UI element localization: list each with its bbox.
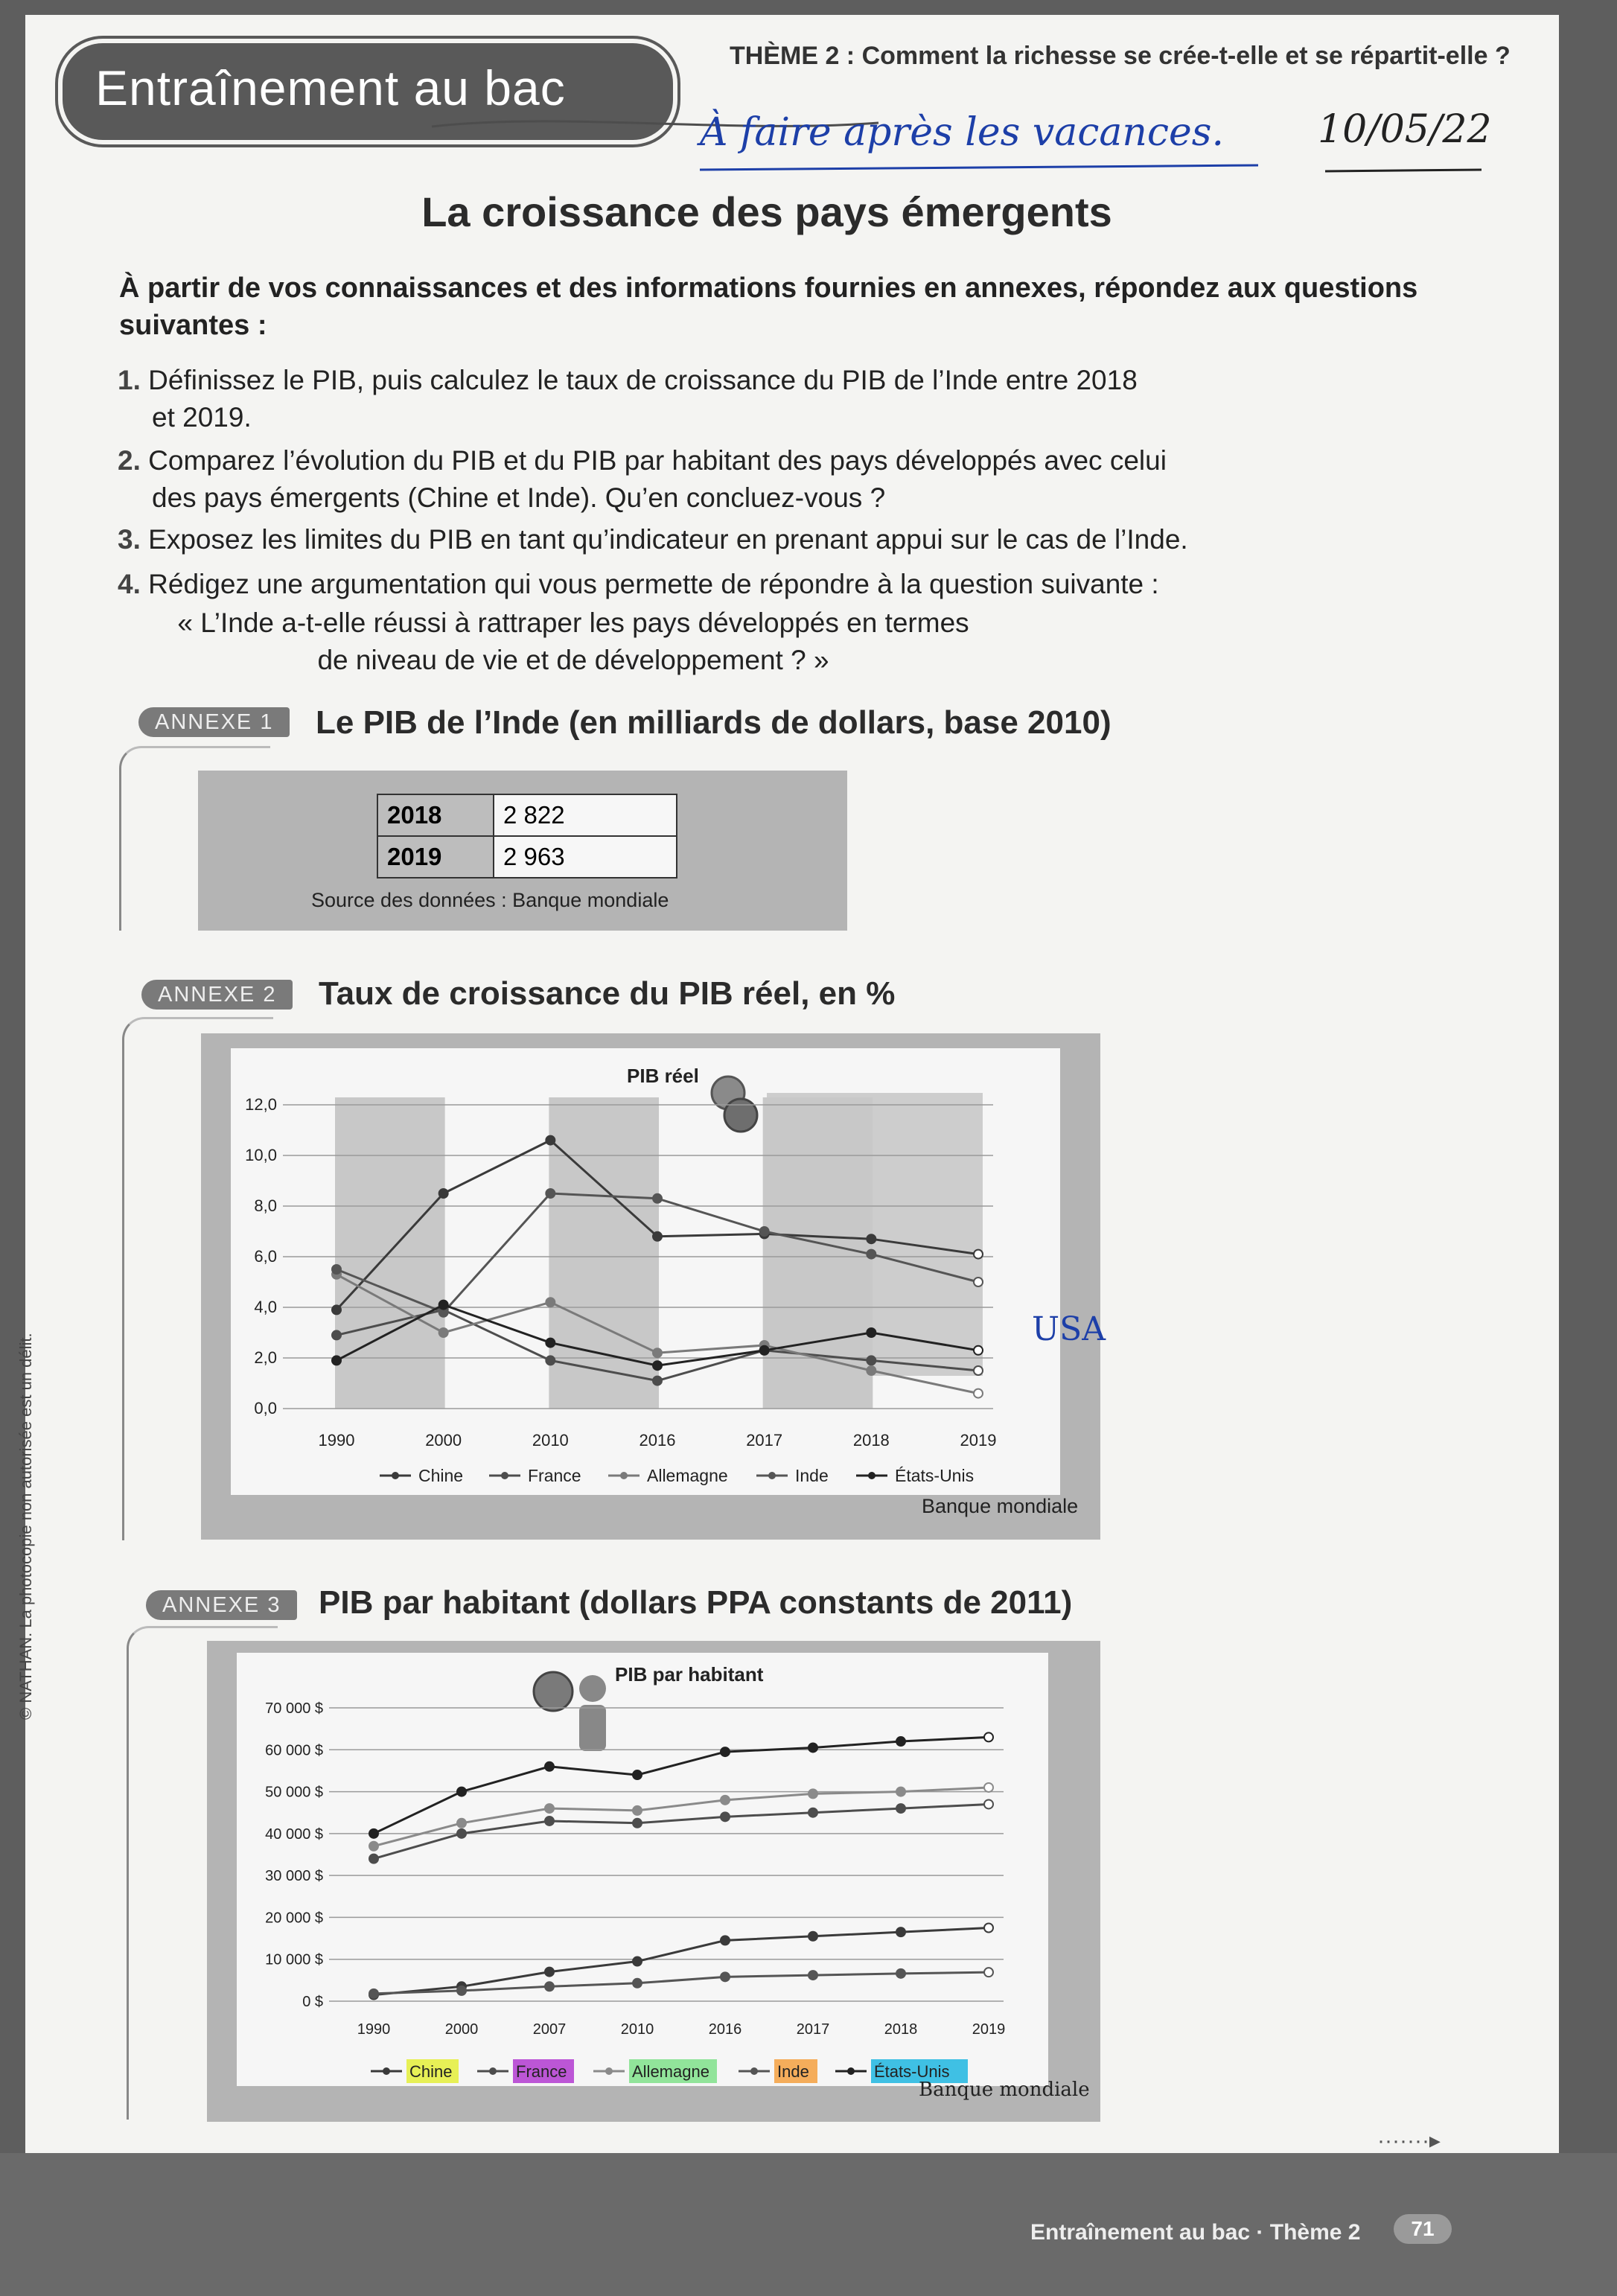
data-point bbox=[974, 1278, 983, 1286]
table-cell-year: 2019 bbox=[377, 836, 494, 878]
data-point bbox=[974, 1366, 983, 1375]
intro-text: À partir de vos connaissances et des informations fournies en annexes, répondez aux questions suivantes : bbox=[119, 272, 1418, 341]
x-tick-label: 2019 bbox=[960, 1431, 997, 1450]
annexe1-source: Source des données : Banque mondiale bbox=[311, 889, 669, 911]
y-tick-label: 10,0 bbox=[245, 1146, 277, 1164]
data-point bbox=[808, 1743, 817, 1752]
data-point bbox=[633, 1806, 642, 1815]
data-point bbox=[808, 1932, 817, 1941]
data-point bbox=[808, 1971, 817, 1980]
data-point bbox=[721, 1972, 730, 1981]
data-point bbox=[984, 1799, 993, 1808]
table-row bbox=[377, 836, 677, 878]
annexe2-source: Banque mondiale bbox=[922, 1495, 1079, 1517]
annexe1-title: Le PIB de l’Inde (en milliards de dollars, base 2010) bbox=[316, 704, 1112, 741]
person-body-icon bbox=[579, 1705, 606, 1751]
x-tick-label: 2018 bbox=[852, 1431, 890, 1450]
data-point bbox=[633, 1957, 642, 1966]
question-1-line2: et 2019. bbox=[152, 402, 252, 433]
y-tick-label: 0 $ bbox=[302, 1994, 323, 2010]
data-point bbox=[332, 1265, 341, 1274]
data-point bbox=[633, 1770, 642, 1779]
data-point bbox=[721, 1812, 730, 1821]
data-point bbox=[545, 1968, 554, 1977]
legend-marker bbox=[501, 1472, 508, 1479]
data-point bbox=[896, 1737, 905, 1746]
y-tick-label: 0,0 bbox=[254, 1399, 277, 1418]
legend-label: Allemagne bbox=[632, 2062, 709, 2081]
data-point bbox=[439, 1189, 448, 1198]
legend-label: Chine bbox=[418, 1466, 464, 1485]
question-4 bbox=[118, 566, 1309, 603]
data-point bbox=[545, 1804, 554, 1813]
table-cell-value: 2 822 bbox=[494, 794, 677, 836]
y-tick-label: 6,0 bbox=[254, 1247, 277, 1266]
data-point bbox=[439, 1301, 448, 1310]
y-tick-label: 8,0 bbox=[254, 1196, 277, 1215]
legend-marker bbox=[383, 2067, 390, 2075]
data-point bbox=[808, 1789, 817, 1798]
data-point bbox=[896, 1969, 905, 1978]
data-point bbox=[721, 1796, 730, 1805]
series-line bbox=[374, 1788, 989, 1846]
question-2-number: 2. bbox=[118, 445, 141, 476]
y-tick-label: 30 000 $ bbox=[265, 1868, 323, 1885]
data-point bbox=[760, 1346, 769, 1355]
data-point bbox=[457, 1829, 466, 1838]
y-tick-label: 20 000 $ bbox=[265, 1910, 323, 1927]
page-title: La croissance des pays émergents bbox=[421, 188, 1112, 235]
data-point bbox=[369, 1989, 378, 1998]
y-tick-label: 50 000 $ bbox=[265, 1784, 323, 1801]
annexe2-title: Taux de croissance du PIB réel, en % bbox=[319, 975, 896, 1012]
y-tick-label: 70 000 $ bbox=[265, 1700, 323, 1717]
question-4-line1: Rédigez une argumentation qui vous permette de répondre à la question suivante : bbox=[148, 569, 1159, 599]
data-point bbox=[457, 1819, 466, 1828]
data-point bbox=[633, 1819, 642, 1828]
legend-marker bbox=[392, 1472, 399, 1479]
legend-marker bbox=[489, 2067, 497, 2075]
handwritten-date: 10/05/22 bbox=[1318, 107, 1492, 152]
annexe2-chart-area bbox=[231, 1048, 1060, 1495]
data-point bbox=[546, 1356, 555, 1365]
footer-label: Entraînement au bac · Thème 2 bbox=[1030, 2220, 1361, 2245]
legend-label: Inde bbox=[777, 2062, 809, 2081]
data-point bbox=[457, 1788, 466, 1796]
data-point bbox=[984, 1924, 993, 1933]
legend-label: Inde bbox=[795, 1466, 829, 1485]
data-point bbox=[808, 1808, 817, 1817]
question-2-line1: Comparez l’évolution du PIB et du PIB par habitant des pays développés avec celui bbox=[148, 445, 1167, 476]
growth-chart bbox=[231, 1048, 1060, 1495]
handwritten-underlines bbox=[692, 155, 1489, 185]
data-point bbox=[457, 1986, 466, 1995]
chart-title: PIB par habitant bbox=[615, 1663, 764, 1686]
data-point bbox=[974, 1250, 983, 1259]
data-point bbox=[760, 1227, 769, 1236]
data-point bbox=[721, 1936, 730, 1945]
data-point bbox=[369, 1842, 378, 1851]
legend-marker bbox=[750, 2067, 758, 2075]
annexe3-source: Banque mondiale bbox=[919, 2079, 1090, 2101]
table-row bbox=[377, 794, 677, 836]
data-point bbox=[867, 1328, 876, 1337]
y-tick-label: 4,0 bbox=[254, 1298, 277, 1316]
data-point bbox=[896, 1788, 905, 1796]
data-point bbox=[332, 1330, 341, 1339]
annexe3-chart-area bbox=[237, 1653, 1048, 2086]
data-point bbox=[439, 1328, 448, 1337]
quote-line-1: « L’Inde a-t-elle réussi à rattraper les pays développés en termes bbox=[177, 608, 969, 638]
legend-marker bbox=[847, 2067, 855, 2075]
data-point bbox=[653, 1232, 662, 1241]
next-page-arrow-icon: ·······▸ bbox=[1377, 2128, 1441, 2153]
legend-marker bbox=[605, 2067, 613, 2075]
legend-marker bbox=[620, 1472, 628, 1479]
legend-marker bbox=[768, 1472, 776, 1479]
data-point bbox=[653, 1377, 662, 1385]
legend-label: États-Unis bbox=[895, 1466, 975, 1485]
data-point bbox=[984, 1732, 993, 1741]
data-point bbox=[545, 1982, 554, 1991]
handwritten-usa-label: USA bbox=[1032, 1310, 1106, 1348]
annexe3-tag: ANNEXE 3 bbox=[146, 1590, 297, 1620]
person-head-icon bbox=[579, 1675, 606, 1702]
x-tick-label: 1990 bbox=[318, 1431, 355, 1450]
header-badge-text: Entraînement au bac bbox=[95, 60, 566, 115]
annexe1-table bbox=[377, 794, 677, 878]
data-point bbox=[721, 1747, 730, 1756]
data-point bbox=[867, 1250, 876, 1259]
x-tick-label: 2019 bbox=[972, 2021, 1006, 2038]
legend-marker bbox=[868, 1472, 876, 1479]
legend-label: États-Unis bbox=[874, 2062, 950, 2081]
x-tick-label: 1990 bbox=[357, 2021, 391, 2038]
data-point bbox=[974, 1346, 983, 1355]
data-point bbox=[546, 1298, 555, 1307]
x-tick-label: 2016 bbox=[639, 1431, 676, 1450]
data-point bbox=[545, 1817, 554, 1825]
x-tick-label: 2018 bbox=[884, 2021, 918, 2038]
y-tick-label: 10 000 $ bbox=[265, 1951, 323, 1968]
y-tick-label: 60 000 $ bbox=[265, 1742, 323, 1759]
x-tick-label: 2016 bbox=[708, 2021, 742, 2038]
table-cell-value: 2 963 bbox=[494, 836, 677, 878]
page-number: 71 bbox=[1394, 2214, 1452, 2244]
question-3-line1: Exposez les limites du PIB en tant qu’indicateur en prenant appui sur le cas de l’Inde. bbox=[148, 524, 1188, 555]
x-tick-label: 2017 bbox=[796, 2021, 830, 2038]
quote-line-2: de niveau de vie et de développement ? » bbox=[317, 645, 829, 675]
x-tick-label: 2000 bbox=[425, 1431, 462, 1450]
chart-title: PIB réel bbox=[627, 1065, 699, 1087]
data-point bbox=[546, 1189, 555, 1198]
data-point bbox=[867, 1356, 876, 1365]
legend-label: France bbox=[516, 2062, 567, 2081]
question-3 bbox=[118, 521, 1309, 558]
data-point bbox=[633, 1979, 642, 1988]
x-tick-label: 2000 bbox=[444, 2021, 479, 2038]
y-tick-label: 12,0 bbox=[245, 1095, 277, 1114]
data-point bbox=[332, 1356, 341, 1365]
data-point bbox=[369, 1855, 378, 1863]
coin-icon bbox=[534, 1672, 573, 1711]
data-point bbox=[546, 1339, 555, 1348]
data-point bbox=[546, 1136, 555, 1145]
gdp-per-capita-chart bbox=[237, 1653, 1048, 2086]
y-tick-label: 40 000 $ bbox=[265, 1825, 323, 1843]
question-2-line2: des pays émergents (Chine et Inde). Qu’en concluez-vous ? bbox=[152, 482, 886, 513]
x-tick-label: 2017 bbox=[746, 1431, 783, 1450]
question-4-number: 4. bbox=[118, 569, 141, 599]
question-1-line1: Définissez le PIB, puis calculez le taux de croissance du PIB de l’Inde entre 2018 bbox=[148, 365, 1138, 395]
question-1 bbox=[118, 362, 1309, 436]
data-point bbox=[332, 1305, 341, 1314]
question-1-number: 1. bbox=[118, 365, 141, 395]
copyright-side-text: © NATHAN. La photocopie non autorisée est un délit. bbox=[16, 1333, 35, 1720]
data-point bbox=[984, 1968, 993, 1977]
x-tick-label: 2010 bbox=[532, 1431, 569, 1450]
question-2 bbox=[118, 442, 1309, 517]
data-point bbox=[653, 1348, 662, 1357]
coin-icon bbox=[724, 1099, 757, 1132]
x-tick-label: 2007 bbox=[532, 2021, 567, 2038]
question-3-number: 3. bbox=[118, 524, 141, 555]
annexe3-title: PIB par habitant (dollars PPA constants de 2011) bbox=[319, 1584, 1073, 1621]
legend-label: Chine bbox=[409, 2062, 453, 2081]
legend-label: Allemagne bbox=[647, 1466, 728, 1485]
annexe2-tag: ANNEXE 2 bbox=[141, 980, 293, 1010]
data-point bbox=[867, 1366, 876, 1375]
data-point bbox=[545, 1762, 554, 1771]
data-point bbox=[369, 1829, 378, 1838]
annexe1-tag: ANNEXE 1 bbox=[138, 707, 290, 737]
data-point bbox=[867, 1234, 876, 1243]
y-tick-label: 2,0 bbox=[254, 1348, 277, 1367]
table-cell-year: 2018 bbox=[377, 794, 494, 836]
data-point bbox=[896, 1927, 905, 1936]
data-point bbox=[653, 1194, 662, 1203]
handwritten-note: À faire après les vacances. bbox=[700, 110, 1224, 155]
x-tick-label: 2010 bbox=[620, 2021, 654, 2038]
footer-band bbox=[0, 2153, 1617, 2296]
data-point bbox=[974, 1389, 983, 1398]
data-point bbox=[984, 1783, 993, 1792]
data-point bbox=[653, 1361, 662, 1370]
legend-label: France bbox=[528, 1466, 581, 1485]
shaded-band bbox=[763, 1097, 873, 1409]
theme-heading: THÈME 2 : Comment la richesse se crée-t-elle et se répartit-elle ? bbox=[730, 42, 1511, 70]
data-point bbox=[896, 1804, 905, 1813]
